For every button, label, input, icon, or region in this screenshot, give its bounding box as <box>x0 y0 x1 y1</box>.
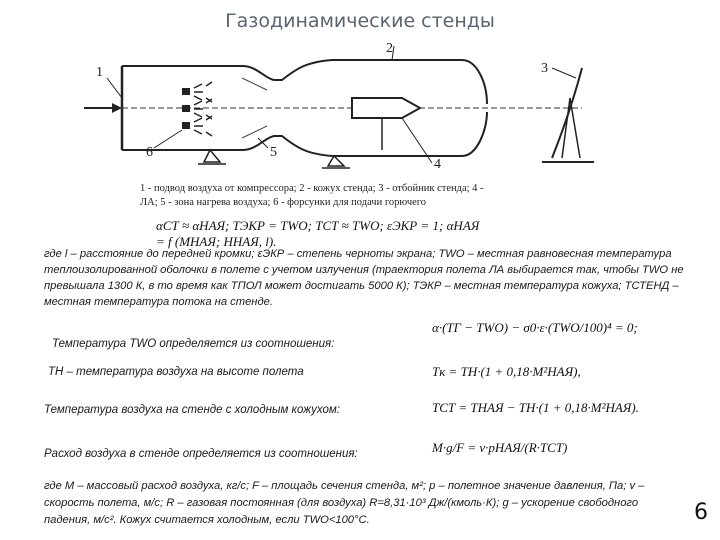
label-4: 4 <box>434 157 441 172</box>
equation-tk: Tк = TН·(1 + 0,18·M²НАЯ), <box>432 364 581 379</box>
label-1: 1 <box>96 65 103 80</box>
label-6: 6 <box>146 145 153 160</box>
label-2: 2 <box>386 41 393 56</box>
equation-tst: TСТ = TНАЯ − TН·(1 + 0,18·M²НАЯ). <box>432 400 639 415</box>
row-label-th: TH – температура воздуха на высоте полета <box>48 366 304 378</box>
slide-title: Газодинамические стенды <box>225 10 495 32</box>
bottom-definitions: где M – массовый расход воздуха, кг/с; F – площадь сечения стенда, м²; p – полетное значение давления, Па; v – скорость полета, м/с; R – газовая постоянная (для воздуха) R=8,31·10³ Дж/(кмоль·К); g – ускорение свободного падения, м/с². Кожух считается холодным, если TWO<100°С. <box>44 480 645 526</box>
label-5: 5 <box>270 145 277 160</box>
row-label-tst: Температура воздуха на стенде с холодным кожухом: <box>44 404 340 416</box>
diagram-caption: 1 - подвод воздуха от компрессора; 2 - кожух стенда; 3 - отбойник стенда; 4 - ЛА; 5 - зона нагрева воздуха; 6 - форсунки для подачи горючего <box>140 183 484 208</box>
main-formula: αСТ ≈ αНАЯ; TЭКР = TWO; TСТ ≈ TWO; εЭКР = 1; αНАЯ = f (MНАЯ; HНАЯ, l). <box>156 218 480 249</box>
row-label-two: Температура TWO определяется из соотношения: <box>52 338 335 350</box>
label-3: 3 <box>541 61 548 76</box>
row-label-flow: Расход воздуха в стенде определяется из соотношения: <box>44 448 358 460</box>
equation-flow: M·g/F = v·pНАЯ/(R·TСТ) <box>432 440 568 455</box>
test-stand-diagram <box>82 38 602 180</box>
page-number: 6 <box>694 500 708 525</box>
definitions-paragraph: где l – расстояние до передней кромки; εЭКР – степень черноты экрана; TWO – местная равновесная температура теплоизолированной оболочки в полете с учетом излучения (траектория полета ЛА выбирается так, чтобы TWO не превышала 1300 К, в то время как TПОЛ может достигать 5000 К); TЭКР – местная температура кожуха; TСТЕНД – местная температура потока на стенде. <box>44 248 684 308</box>
equation-two: α·(TГ − TWO) − σ0·ε·(TWO/100)⁴ = 0; <box>432 320 638 335</box>
